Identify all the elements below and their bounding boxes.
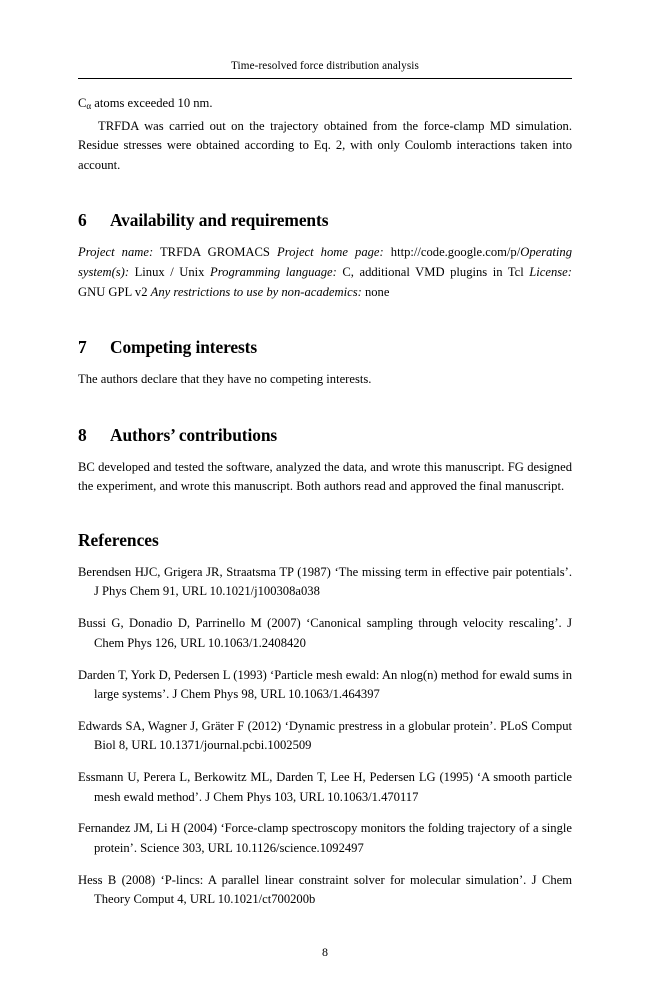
paragraph-ca-atoms bbox=[78, 94, 572, 117]
text-column bbox=[78, 94, 572, 910]
paragraph-authors-contributions: BC developed and tested the software, analyzed the data, and wrote this manuscript. FG designed the experiment, and wrote this manuscript. Both authors read and approved the final manuscript. bbox=[78, 459, 572, 494]
field-label-programming-language: Programming language: bbox=[210, 264, 337, 279]
reference-entry: Darden T, York D, Pedersen L (1993) ‘Particle mesh ewald: An nlog(n) method for ewald sums in large systems’. J Chem Phys 98, URL 10.1063/1.464397 bbox=[78, 667, 572, 701]
paragraph-trfda: TRFDA was carried out on the trajectory obtained from the force-clamp MD simulation. Residue stresses were obtained according to Eq. 2, with only Coulomb interactions taken into account. bbox=[78, 118, 572, 172]
running-head-rule bbox=[78, 78, 572, 79]
reference-entry: Bussi G, Donadio D, Parrinello M (2007) ‘Canonical sampling through velocity rescaling’. J Chem Phys 126, URL 10.1063/1.2408420 bbox=[78, 616, 572, 650]
spacer bbox=[78, 446, 572, 458]
spacer bbox=[78, 231, 572, 243]
heading-competing-interests-number: 7 bbox=[78, 337, 87, 358]
field-label-license: License: bbox=[529, 264, 572, 279]
field-value-programming-language: C, additional VMD plugins in Tcl bbox=[342, 264, 524, 279]
heading-availability bbox=[78, 209, 572, 231]
running-head: Time-resolved force distribution analysis bbox=[231, 60, 419, 72]
spacer bbox=[78, 302, 572, 336]
field-value-project-name: TRFDA GROMACS bbox=[159, 245, 270, 260]
reference-entry: Edwards SA, Wagner J, Gräter F (2012) ‘Dynamic prestress in a globular protein’. PLoS Comput Biol 8, URL 10.1371/journal.pcbi.1002509 bbox=[78, 718, 572, 753]
reference-entry: Hess B (2008) ‘P-lincs: A parallel linear constraint solver for molecular simulation’. J Chem Theory Comput 4, URL 10.1021/ct700200b bbox=[78, 872, 572, 907]
heading-authors-contributions-number: 8 bbox=[78, 424, 87, 445]
spacer bbox=[78, 175, 572, 209]
field-label-operating-system: Operating system(s): bbox=[78, 245, 572, 279]
spacer bbox=[78, 497, 572, 529]
paragraph-competing-interests: The authors declare that they have no competing interests. bbox=[78, 372, 372, 387]
field-label-restrictions: Any restrictions to use by non-academics: bbox=[150, 284, 362, 299]
heading-competing-interests-title: Competing interests bbox=[110, 337, 258, 358]
spacer bbox=[78, 358, 572, 370]
heading-availability-title: Availability and requirements bbox=[110, 210, 329, 231]
alpha-subscript: α bbox=[86, 100, 92, 111]
field-value-restrictions: none bbox=[364, 284, 390, 299]
reference-entry: Essmann U, Perera L, Berkowitz ML, Darden T, Lee H, Pedersen LG (1995) ‘A smooth particle mesh ewald method’. J Chem Phys 103, URL 10.1063/1.470117 bbox=[78, 770, 572, 804]
field-label-project-name: Project name: bbox=[78, 245, 154, 260]
field-value-operating-system: Linux / Unix bbox=[134, 264, 205, 279]
field-value-home-page: http://code.google.com/p/ bbox=[390, 245, 521, 260]
spacer bbox=[78, 551, 572, 563]
field-value-license: GNU GPL v2 bbox=[78, 284, 148, 299]
heading-references: References bbox=[78, 529, 159, 550]
heading-competing-interests bbox=[78, 336, 572, 358]
spacer bbox=[78, 390, 572, 424]
heading-authors-contributions bbox=[78, 424, 572, 446]
paragraph-ca-atoms-text: atoms exceeded 10 nm. bbox=[91, 96, 213, 110]
heading-availability-number: 6 bbox=[78, 210, 87, 231]
field-label-home-page: Project home page: bbox=[277, 245, 384, 260]
reference-entry: Berendsen HJC, Grigera JR, Straatsma TP (1987) ‘The missing term in effective pair potentials’. J Phys Chem 91, URL 10.1021/j100308a038 bbox=[78, 564, 572, 599]
paragraph-availability-fields bbox=[78, 243, 572, 302]
page-number: 8 bbox=[322, 945, 328, 959]
c-alpha-symbol: C bbox=[78, 96, 87, 110]
reference-entry: Fernandez JM, Li H (2004) ‘Force-clamp spectroscopy monitors the folding trajectory of a single protein’. Science 303, URL 10.1126/science.1092497 bbox=[78, 821, 572, 855]
heading-authors-contributions-title: Authors’ contributions bbox=[110, 424, 278, 445]
